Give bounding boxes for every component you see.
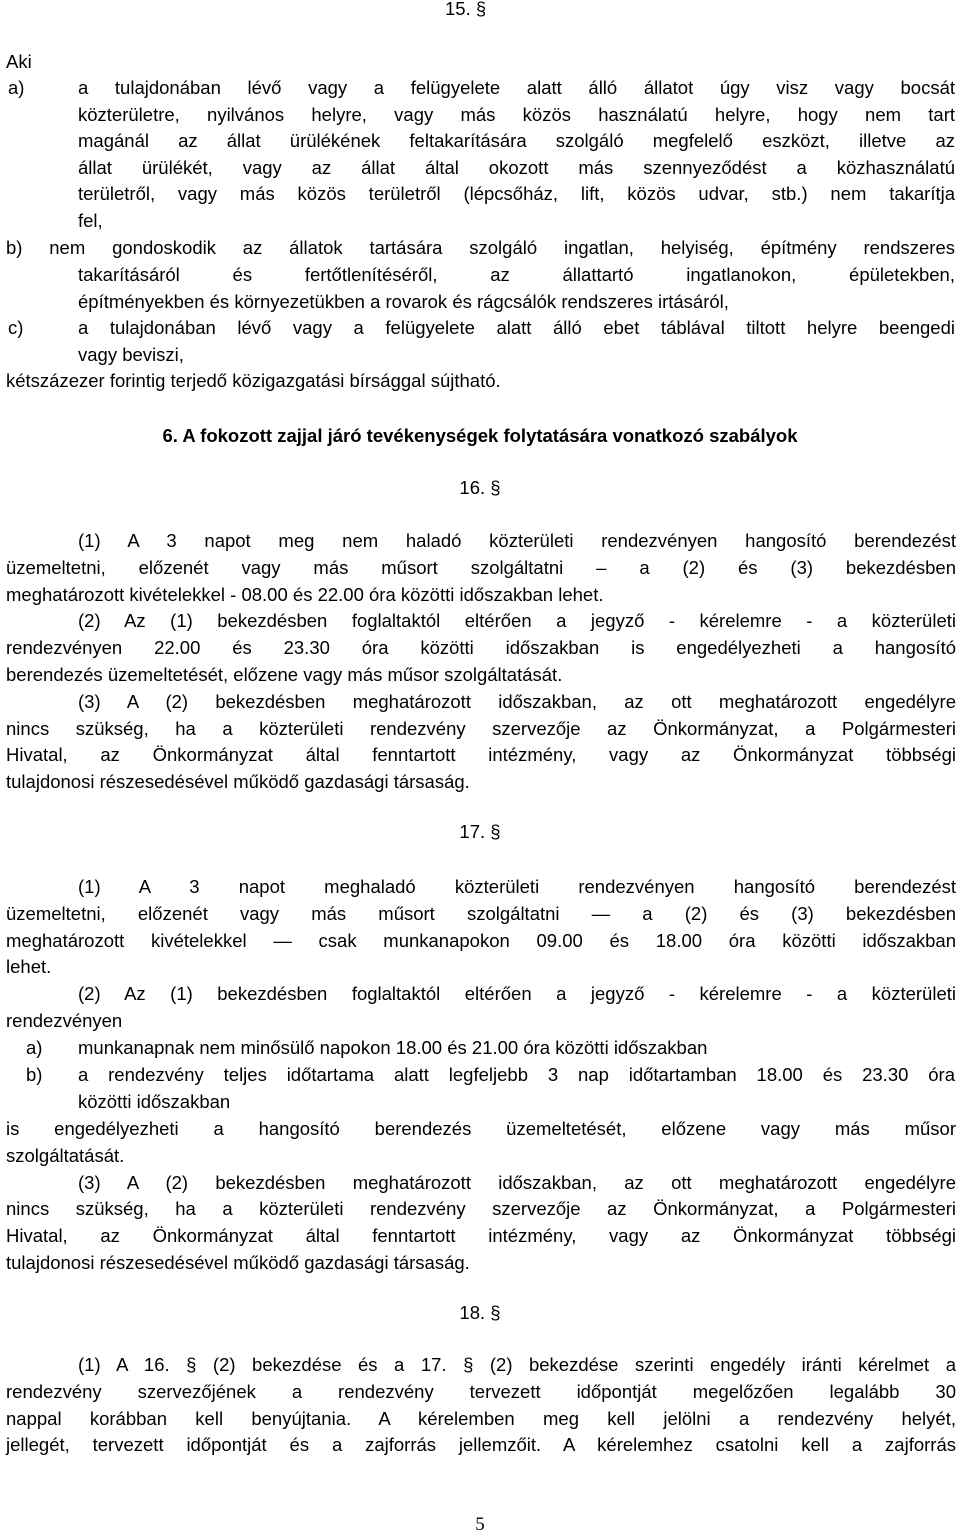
section-heading-16: [0, 475, 960, 502]
text-line: Hivatal, az Önkormányzat által fenntartott intézmény, vagy az Önkormányzat többségi: [6, 744, 956, 766]
text-line: üzemeltetni, előzenét vagy más műsort szolgáltatni – a (2) és (3) bekezdésben: [6, 556, 956, 578]
text-line: a tulajdonában lévő vagy a felügyelete alatt álló ebet táblával tiltott helyre beengedi: [78, 317, 955, 338]
item-b-rest: [78, 262, 955, 315]
text-line: (3) A (2) bekezdésben meghatározott időszakban, az ott meghatározott engedélyre: [78, 690, 956, 712]
text-line: meghatározott kivételekkel - 08.00 és 22.00 óra közötti időszakban lehet.: [6, 583, 604, 605]
list-label-c: c): [8, 317, 24, 338]
text-line: is engedélyezheti a hangosító berendezés üzemeltetését, előzene vagy más műsor: [6, 1118, 956, 1139]
text-line: rendezvényen 22.00 és 23.30 óra közötti időszakban is engedélyezheti a hangosító: [6, 637, 956, 659]
text-line: (1) A 3 napot meg nem haladó közterületi rendezvényen hangosító berendezést: [78, 530, 956, 551]
text-line: tulajdonosi részesedésével működő gazdasági társaság.: [6, 1251, 470, 1273]
text-line: fel,: [78, 209, 103, 231]
text-line: kétszázezer forintig terjedő közigazgatási bírsággal sújtható.: [6, 370, 501, 391]
list-label-a: a): [8, 77, 25, 98]
section-18-body: [6, 1352, 956, 1459]
text-line: Hivatal, az Önkormányzat által fenntartott intézmény, vagy az Önkormányzat többségi: [6, 1225, 956, 1247]
text-line: a rendezvény teljes időtartama alatt legfeljebb 3 nap időtartamban 18.00 és 23.30 óra: [78, 1064, 955, 1085]
text-line: tulajdonosi részesedésével működő gazdasági társaság.: [6, 771, 470, 793]
text-line: (2) Az (1) bekezdésben foglaltaktól eltérően a jegyző - kérelemre - a közterületi: [78, 983, 956, 1005]
chapter-title-text: 6. A fokozott zajjal járó tevékenységek folytatására vonatkozó szabályok: [162, 425, 798, 446]
page-number: 5: [475, 1514, 485, 1535]
section-heading-15: 15. §: [445, 0, 487, 19]
text-line: nappal korábban kell benyújtania. A kérelemben meg kell jelölni a rendezvény helyét,: [6, 1407, 956, 1429]
text-line: területről, vagy más közös területről (lépcsőház, lift, közös udvar, stb.) nem takarítja: [78, 183, 955, 205]
section-17-p2-end-p3: [6, 1116, 956, 1277]
section-16-body: [6, 528, 956, 796]
text-line: b) nem gondoskodik az állatok tartására szolgáló ingatlan, helyiség, építmény rendszeres: [6, 237, 955, 258]
text-line: berendezés üzemeltetését, előzene vagy más műsor szolgáltatását.: [6, 663, 563, 685]
heading-text: 18. §: [459, 1302, 501, 1323]
text-line: a tulajdonában lévő vagy a felügyelete alatt álló állatot úgy visz vagy bocsát: [78, 77, 955, 98]
list-label-b: b): [26, 1064, 43, 1085]
heading-text: 17. §: [459, 821, 501, 842]
text-line: lehet.: [6, 956, 52, 978]
item-c: [78, 315, 955, 368]
section-17-p1-p2: [6, 874, 956, 1035]
text-line: közterületre, nyilvános helyre, vagy más közös használatú helyre, hogy nem tart: [78, 103, 955, 125]
text-line: meghatározott kivételekkel — csak munkanapokon 09.00 és 18.00 óra közötti időszakban: [6, 929, 956, 951]
text-line: vagy beviszi,: [78, 343, 184, 365]
item-b-first: [6, 235, 955, 262]
text-line: jellegét, tervezett időpontját és a zajforrás jellemzőit. A kérelemhez csatolni kell a zajforrás: [6, 1434, 956, 1456]
text-line: építményekben és környezetükben a rovarok és rágcsálók rendszeres irtásáról,: [78, 290, 729, 312]
penalty-clause: [6, 368, 955, 395]
text-line: (1) A 16. § (2) bekezdése és a 17. § (2) bekezdése szerinti engedély iránti kérelmet a: [78, 1354, 956, 1375]
text-line: (3) A (2) bekezdésben meghatározott időszakban, az ott meghatározott engedélyre: [78, 1171, 956, 1193]
section-heading-18: [0, 1300, 960, 1327]
text-line: állat ürülékét, vagy az állat által okozott más szennyeződést a közhasználatú: [78, 156, 955, 178]
text-line: rendezvényen: [6, 1009, 123, 1031]
text-line: szolgáltatását.: [6, 1144, 125, 1166]
section-heading-17: [0, 819, 960, 846]
intro-text: Aki: [6, 51, 32, 72]
text-line: magánál az állat ürülékének feltakarítására szolgáló megfelelő eszközt, illetve az: [78, 130, 955, 152]
text-line: közötti időszakban: [78, 1090, 231, 1112]
text-line: (2) Az (1) bekezdésben foglaltaktól eltérően a jegyző - kérelemre - a közterületi: [78, 610, 956, 632]
item-a: [78, 75, 955, 235]
item-a: [78, 1035, 955, 1062]
list-label-a: a): [26, 1037, 43, 1058]
text-line: takarításáról és fertőtlenítéséről, az állattartó ingatlanokon, épületekben,: [78, 264, 955, 285]
text-line: munkanapnak nem minősülő napokon 18.00 és 21.00 óra közötti időszakban: [78, 1037, 708, 1058]
text-line: nincs szükség, ha a közterületi rendezvény szervezője az Önkormányzat, a Polgármesteri: [6, 717, 956, 739]
section-15-intro: [6, 49, 956, 76]
text-line: üzemeltetni, előzenét vagy más műsort szolgáltatni — a (2) és (3) bekezdésben: [6, 902, 956, 924]
chapter-title: [0, 422, 960, 450]
item-b: [78, 1062, 955, 1116]
heading-text: 16. §: [459, 477, 501, 498]
text-line: rendezvény szervezőjének a rendezvény tervezett időpontját megelőzően legalább 30: [6, 1380, 956, 1402]
text-line: nincs szükség, ha a közterületi rendezvény szervezője az Önkormányzat, a Polgármesteri: [6, 1198, 956, 1220]
text-line: (1) A 3 napot meghaladó közterületi rendezvényen hangosító berendezést: [78, 876, 956, 897]
